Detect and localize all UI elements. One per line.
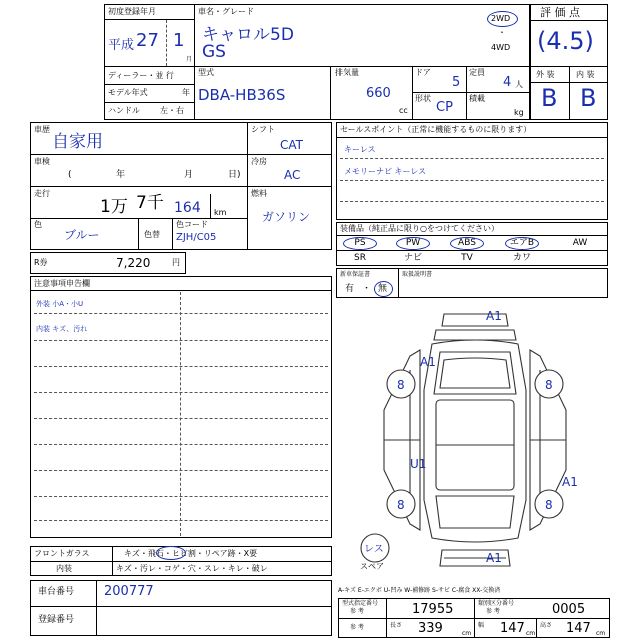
displacement-unit: cc <box>399 106 408 115</box>
mark-a1-right-rear: A1 <box>562 475 578 489</box>
warranty-no-circle <box>374 281 393 297</box>
equip-pw-circle <box>396 237 430 250</box>
handle-value: 左・右 <box>160 106 184 115</box>
equip-airbag-circle <box>505 237 539 250</box>
notes-row-line <box>34 340 328 341</box>
front-glass-circle <box>156 546 186 560</box>
color-divider-1 <box>138 218 139 250</box>
capacity-unit: 人 <box>515 80 523 89</box>
spec-divider-b <box>330 66 331 120</box>
manual-label: 取扱説明書 <box>402 271 433 278</box>
score-label: 評 価 点 <box>540 6 580 19</box>
interior-grade: B <box>580 84 597 112</box>
info-line-2 <box>30 186 247 187</box>
sales-line2: メモリーナビ キーレス <box>344 167 427 176</box>
exterior-grade: B <box>541 84 558 112</box>
equipment-title: 装備品（純正品に限り○をつけてください） <box>340 224 499 233</box>
front-glass-value: キズ・飛石・ヒビ割・リペア跡・X要 <box>124 549 258 558</box>
length-unit: cm <box>462 630 472 637</box>
model-code-value: 17955 <box>412 602 454 617</box>
mark-u1: U1 <box>410 457 427 471</box>
info-line-r1 <box>247 154 332 155</box>
mileage-man: 1万 <box>100 197 128 217</box>
mileage-rest: 164 <box>174 200 201 216</box>
chassis-row-line <box>30 606 332 607</box>
info-line-1 <box>30 154 247 155</box>
era: 平成 <box>108 38 135 53</box>
mark-a1-left-front: A1 <box>420 355 436 369</box>
notes-title-line <box>30 290 332 291</box>
dealer-label: ディーラー・並 行 <box>108 71 174 80</box>
color-label: 色 <box>34 220 42 229</box>
warranty-divider <box>398 268 399 298</box>
score-value: (4.5) <box>537 27 594 55</box>
chassis-label: 車台番号 <box>38 587 75 597</box>
interior-label: 内 装 <box>576 70 595 79</box>
handle-label: ハンドル <box>108 106 140 115</box>
spec-row-line-2 <box>104 102 194 103</box>
equip-airbag: エアB <box>509 238 535 248</box>
door-label: ドア <box>415 68 431 77</box>
type-label: 型式 <box>198 68 214 77</box>
recycle-box <box>30 252 186 274</box>
mark-a1-top: A1 <box>486 309 502 323</box>
notes-row-line <box>34 496 328 497</box>
class-code-label: 類別区分番号 <box>478 600 515 607</box>
interior-cond-value: キズ・汚レ・コゲ・穴・スレ・キレ・破レ <box>116 564 268 573</box>
mileage-sen: 7千 <box>136 193 164 213</box>
reg-month: 1 <box>173 30 185 51</box>
reg-year: 27 <box>136 30 159 51</box>
type-value: DBA-HB36S <box>198 86 286 104</box>
notes-row-line <box>34 418 328 419</box>
sales-line1: キーレス <box>344 145 376 154</box>
drive-2wd: 2WD <box>491 14 511 23</box>
reg-label: 登録番号 <box>38 615 75 625</box>
warranty-dot: ・ <box>362 284 372 294</box>
notes-col-divider <box>180 292 181 536</box>
fuel-value: ガソリン <box>262 210 311 224</box>
equip-ps: PS <box>354 238 366 248</box>
class-code-ref: 参 考 <box>486 608 500 615</box>
car-diagram <box>364 300 610 582</box>
width-value: 147 <box>500 621 525 636</box>
info-line-r2 <box>247 186 332 187</box>
shape-label: 形状 <box>415 94 431 103</box>
displacement-label: 排気量 <box>335 68 359 77</box>
recycle-label: R券 <box>34 258 48 267</box>
inspection-label: 車検 <box>34 157 50 166</box>
mileage-label: 走行 <box>34 189 50 198</box>
dimension-col-1 <box>386 598 387 638</box>
glass-row-line <box>30 561 332 562</box>
interior-cond-label: 内装 <box>56 564 72 573</box>
equip-pw: PW <box>405 238 421 248</box>
inspection-open: ( <box>68 170 72 180</box>
equip-leather: カワ <box>512 253 531 263</box>
length-label: 長さ <box>390 622 403 629</box>
height-value: 147 <box>566 621 591 636</box>
height-unit: cm <box>596 630 606 637</box>
spec-row-line-1 <box>104 84 194 85</box>
mark-a1-bottom: A1 <box>486 551 502 565</box>
front-glass-label: フロントガラス <box>34 549 90 558</box>
door-value: 5 <box>452 75 461 90</box>
warranty-yes: 有 <box>345 284 355 294</box>
header-divider-1 <box>194 4 195 66</box>
equip-abs-circle <box>450 237 484 250</box>
notes-box <box>30 276 332 538</box>
recycle-unit: 円 <box>172 258 180 267</box>
equip-tv: TV <box>461 253 473 263</box>
sales-line-2 <box>340 180 604 181</box>
spec-row-line-3 <box>412 92 530 93</box>
purpose-label: 車歴 <box>34 125 50 134</box>
exterior-label: 外 装 <box>536 70 555 79</box>
score-line-1 <box>530 20 608 21</box>
notes-line2: 内装 キズ、汚れ <box>36 325 88 333</box>
model-year-label: モデル年式 <box>108 88 148 97</box>
chassis-box <box>30 580 332 636</box>
mark-8-fl: 8 <box>397 378 405 392</box>
first-reg-underline <box>104 19 194 20</box>
spec-divider-a <box>194 66 195 120</box>
model-code-label: 型式指定番号 <box>342 600 379 607</box>
equip-navi: ナビ <box>403 253 422 263</box>
sales-line-1 <box>340 158 604 159</box>
notes-line1: 外装 小A・小U <box>36 300 84 308</box>
load-unit: kg <box>514 108 524 117</box>
sales-title: セールスポイント（正常に機能するものに限ります） <box>340 125 532 134</box>
class-code-value: 0005 <box>552 602 586 617</box>
color-code-value: ZJH/C05 <box>176 232 217 243</box>
height-label: 高さ <box>540 622 553 629</box>
notes-row-line <box>34 444 328 445</box>
notes-row-line <box>34 520 328 521</box>
car-name-label: 車名・グレード <box>198 7 254 16</box>
damage-legend: A-キズ E-エクボ U-凹み W-補修跡 S-サビ C-腐食 XX-交換済 <box>338 587 501 594</box>
inspection-day: 日) <box>228 170 241 180</box>
car-name: キャロル5D <box>202 25 294 45</box>
displacement-value: 660 <box>366 86 391 101</box>
drive-4wd: 4WD <box>491 43 511 52</box>
notes-title: 注意事項申告欄 <box>34 279 90 288</box>
spec-divider-c <box>412 66 413 120</box>
equip-sr: SR <box>354 253 366 263</box>
color-code-label: 色コード <box>176 220 208 229</box>
mark-8-rr: 8 <box>545 498 553 512</box>
month-divider <box>166 20 167 66</box>
notes-row-line <box>34 366 328 367</box>
shift-label: シフト <box>251 125 275 134</box>
aircon-label: 冷房 <box>251 157 267 166</box>
recycle-value: 7,220 <box>116 256 151 270</box>
notes-row-line <box>34 313 328 314</box>
grade: GS <box>202 42 226 62</box>
aircon-value: AC <box>284 168 301 182</box>
sales-title-line <box>336 137 608 138</box>
fuel-label: 燃料 <box>251 189 267 198</box>
mileage-unit-divider <box>210 194 211 218</box>
inspection-year: 年 <box>116 170 126 180</box>
load-label: 積載 <box>469 94 485 103</box>
score-divider <box>569 66 570 120</box>
equip-ps-circle <box>343 237 377 250</box>
sales-line-3 <box>340 201 604 202</box>
spec-divider-d <box>466 66 467 120</box>
color-swap-label: 色替 <box>144 230 160 239</box>
glass-col-line <box>112 546 113 576</box>
drive-dot: ・ <box>498 28 506 37</box>
capacity-label: 定員 <box>469 68 485 77</box>
equip-aw: AW <box>572 238 588 248</box>
length-value: 339 <box>418 621 443 636</box>
month-unit: 月 <box>186 56 193 63</box>
warranty-label: 新車保証書 <box>340 271 371 278</box>
spare-label: スペア <box>360 562 384 571</box>
model-year-unit: 年 <box>182 88 190 97</box>
capacity-value: 4 <box>503 75 512 90</box>
warranty-no: 無 <box>378 284 388 294</box>
color-divider-2 <box>172 218 173 250</box>
width-label: 幅 <box>478 622 485 629</box>
spare-tire-value: レス <box>364 544 384 555</box>
mark-8-fr: 8 <box>545 378 553 392</box>
chassis-col-line <box>96 580 97 636</box>
purpose-value: 自家用 <box>52 132 103 152</box>
dimension-col-3 <box>536 618 537 638</box>
mark-8-rl: 8 <box>397 498 405 512</box>
dimension-col-2 <box>474 598 475 638</box>
equip-abs: ABS <box>458 238 476 248</box>
first-reg-label: 初度登録年月 <box>108 7 156 16</box>
notes-row-line <box>34 392 328 393</box>
mileage-unit: km <box>214 208 227 217</box>
model-code-ref: 参 考 <box>350 608 364 615</box>
width-unit: cm <box>526 630 536 637</box>
shift-value: CAT <box>280 138 303 152</box>
chassis-value: 200777 <box>104 584 154 599</box>
notes-row-line <box>34 470 328 471</box>
inspection-month: 月 <box>184 170 194 180</box>
ref-dims-label: 参 考 <box>350 624 364 631</box>
color-value: ブルー <box>64 228 100 242</box>
shape-value: CP <box>436 100 453 115</box>
